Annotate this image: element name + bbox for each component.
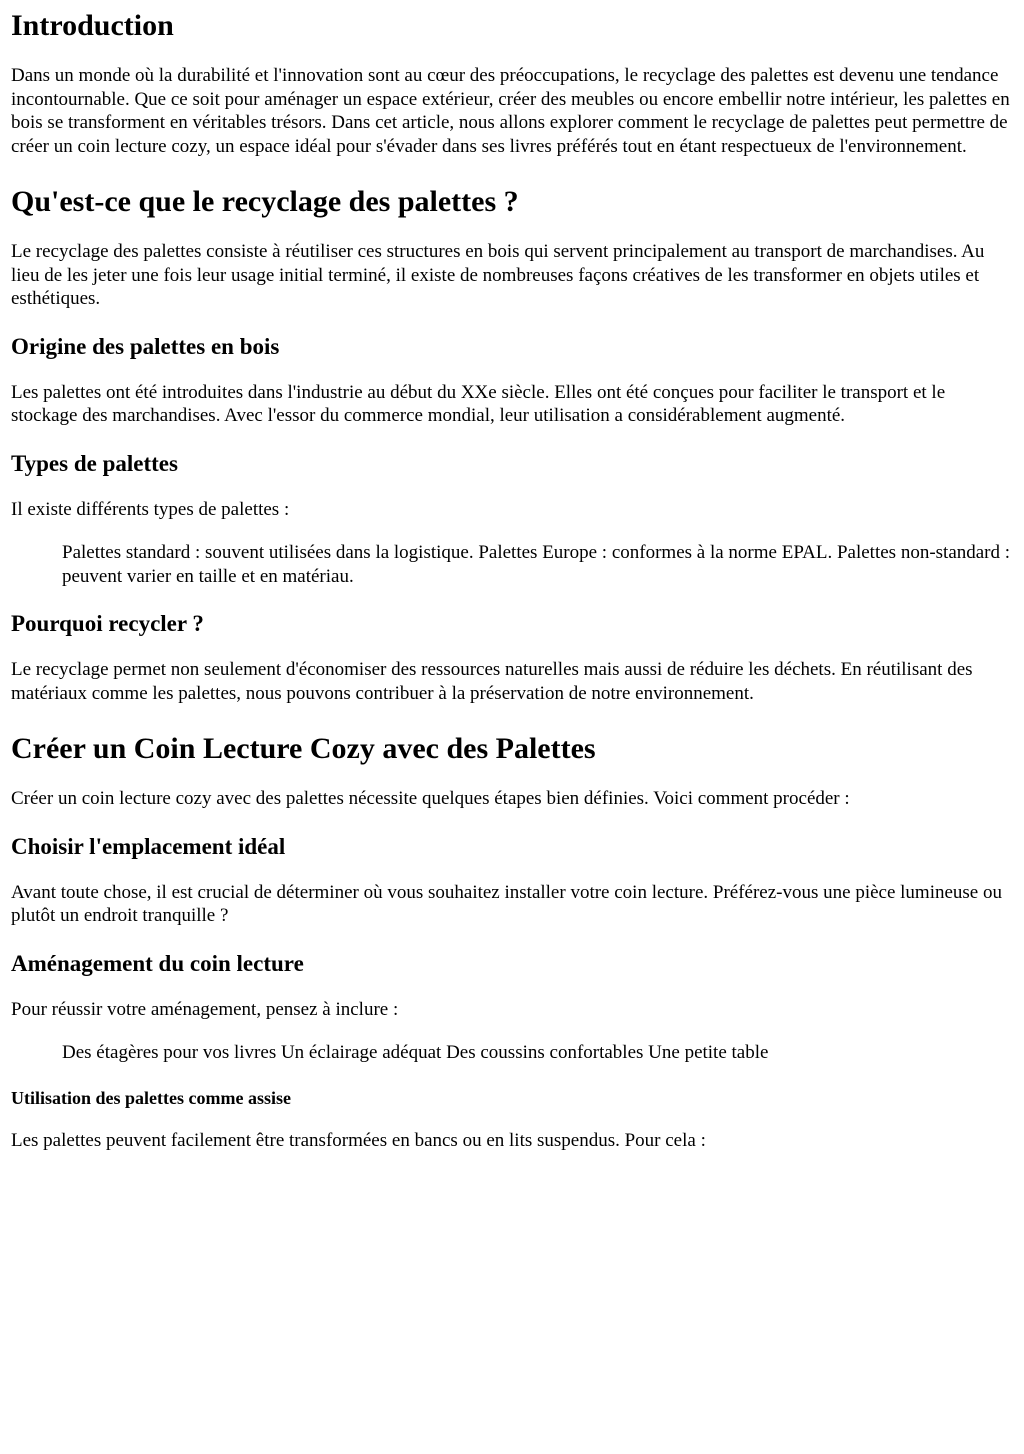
why-heading: Pourquoi recycler ? xyxy=(11,611,204,636)
create-heading: Créer un Coin Lecture Cozy avec des Palettes xyxy=(11,732,596,765)
types-list: Palettes standard : souvent utilisées dans la logistique. Palettes Europe : conformes à la norme EPAL. Palettes non-standard : peuvent varier en taille et en matériau. xyxy=(62,542,1011,587)
setup-heading: Aménagement du coin lecture xyxy=(11,950,304,976)
origin-heading: Origine des palettes en bois xyxy=(11,333,280,359)
seating-heading: Utilisation des palettes comme assise xyxy=(11,1087,291,1108)
origin-paragraph: Les palettes ont été introduites dans l'industrie au début du XXe siècle. Elles ont été conçues pour faciliter le transport et le stockage des marchandises. Avec l'essor du commerce mondial, leur utilisation a considérablement augmenté. xyxy=(11,381,946,426)
types-paragraph: Il existe différents types de palettes : xyxy=(11,498,290,520)
location-heading: Choisir l'emplacement idéal xyxy=(11,833,286,859)
types-heading: Types de palettes xyxy=(11,450,178,476)
setup-list: Des étagères pour vos livres Un éclairage adéquat Des coussins confortables Une petite table xyxy=(62,1042,769,1063)
setup-paragraph: Pour réussir votre aménagement, pensez à inclure : xyxy=(11,998,399,1020)
recycling-heading: Qu'est-ce que le recyclage des palettes ? xyxy=(11,185,519,218)
recycling-paragraph: Le recyclage des palettes consiste à réutiliser ces structures en bois qui servent principalement au transport de marchandises. Au lieu de les jeter une fois leur usage initial terminé, il existe de nombreuses façons créatives de les transformer en objets utiles et esthétiques. xyxy=(11,241,985,309)
article xyxy=(0,8,1024,1152)
why-paragraph: Le recyclage permet non seulement d'économiser des ressources naturelles mais aussi de réduire les déchets. En réutilisant des matériaux comme les palettes, nous pouvons contribuer à la préservation de notre environnement. xyxy=(11,659,973,704)
intro-heading: Introduction xyxy=(11,9,174,42)
create-paragraph: Créer un coin lecture cozy avec des palettes nécessite quelques étapes bien définies. Voici comment procéder : xyxy=(11,788,850,809)
intro-paragraph: Dans un monde où la durabilité et l'innovation sont au cœur des préoccupations, le recyclage des palettes est devenu une tendance incontournable. Que ce soit pour aménager un espace extérieur, créer des meubles ou encore embellir notre intérieur, les palettes en bois se transforment en véritables trésors. Dans cet article, nous allons explorer comment le recyclage de palettes peut permettre de créer un coin lecture cozy, un espace idéal pour s'évader dans ses livres préférés tout en étant respectueux de l'environnement. xyxy=(11,65,1010,157)
location-paragraph: Avant toute chose, il est crucial de déterminer où vous souhaitez installer votre coin lecture. Préférez-vous une pièce lumineuse ou plutôt un endroit tranquille ? xyxy=(11,881,1002,926)
seating-paragraph: Les palettes peuvent facilement être transformées en bancs ou en lits suspendus. Pour cela : xyxy=(11,1129,706,1151)
